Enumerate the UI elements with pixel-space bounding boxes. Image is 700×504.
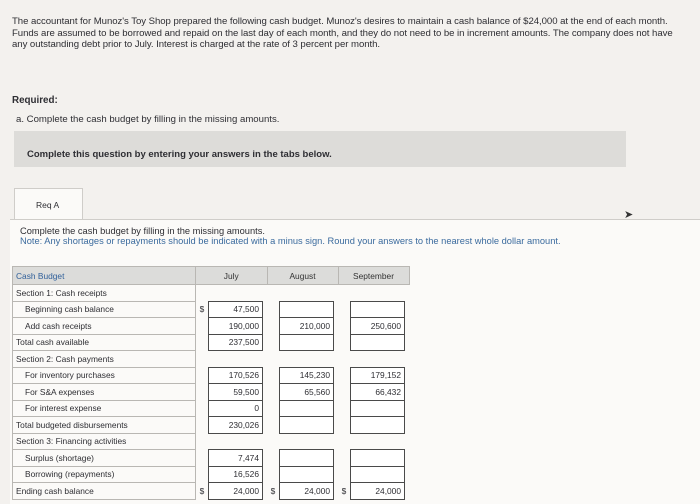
table-row <box>13 318 410 335</box>
table-row <box>13 351 410 368</box>
amount-input[interactable]: 59,500 <box>209 384 263 401</box>
amount-input[interactable] <box>280 466 334 483</box>
amount-input[interactable] <box>351 400 405 417</box>
instruction-line: Complete the cash budget by filling in the missing amounts. <box>20 226 265 236</box>
empty-cell <box>280 433 334 450</box>
row-label: Surplus (shortage) <box>13 450 196 467</box>
amount-input[interactable]: 179,152 <box>351 367 405 384</box>
row-label: Add cash receipts <box>13 318 196 335</box>
required-label: Required: <box>12 95 58 106</box>
dollar-sign <box>196 433 209 450</box>
amount-input[interactable] <box>280 334 334 351</box>
dollar-sign <box>267 285 280 302</box>
requirement-a: a. Complete the cash budget by filling in the missing amounts. <box>16 114 280 125</box>
dollar-sign <box>196 466 209 483</box>
amount-input[interactable]: 66,432 <box>351 384 405 401</box>
amount-input[interactable]: 250,600 <box>351 318 405 335</box>
table-row <box>13 466 410 483</box>
empty-cell <box>209 433 263 450</box>
banner-text: Complete this question by entering your answers in the tabs below. <box>27 149 332 160</box>
table-row <box>13 334 410 351</box>
table-row <box>13 417 410 434</box>
dollar-sign <box>338 417 351 434</box>
empty-cell <box>209 351 263 368</box>
amount-input[interactable]: 0 <box>209 400 263 417</box>
cash-budget-title: Cash Budget <box>13 267 196 285</box>
amount-input[interactable]: 145,230 <box>280 367 334 384</box>
amount-input[interactable]: 24,000 <box>280 483 334 500</box>
dollar-sign: $ <box>341 485 347 496</box>
dollar-sign <box>196 417 209 434</box>
tab-label: Req A <box>36 200 60 210</box>
amount-input[interactable]: 170,526 <box>209 367 263 384</box>
dollar-sign <box>267 334 280 351</box>
amount-input[interactable]: 7,474 <box>209 450 263 467</box>
empty-cell <box>351 285 405 302</box>
dollar-sign <box>196 450 209 467</box>
row-label: Ending cash balance <box>13 483 196 500</box>
empty-cell <box>280 285 334 302</box>
row-label: For S&A expenses <box>13 384 196 401</box>
instructions <box>20 226 620 246</box>
amount-input[interactable]: 237,500 <box>209 334 263 351</box>
row-label: Total budgeted disbursements <box>13 417 196 434</box>
dollar-sign <box>196 334 209 351</box>
dollar-sign <box>196 384 209 401</box>
dollar-sign <box>338 301 351 318</box>
dollar-sign <box>338 433 351 450</box>
amount-input[interactable] <box>280 417 334 434</box>
dollar-sign <box>267 433 280 450</box>
column-header-september: September <box>338 267 409 285</box>
dollar-sign <box>196 285 209 302</box>
amount-input[interactable]: 24,000 <box>351 483 405 500</box>
table-header-row <box>13 267 410 285</box>
dollar-sign <box>338 318 351 335</box>
problem-description: The accountant for Munoz's Toy Shop prepared the following cash budget. Munoz's desires to maintain a cash balance of $24,000 at the end of each month. Funds are assumed to be borrowed and repaid on the last day of each month, and they do not need to be in increment amounts. The company does not have any outstanding debt prior to July. Interest is charged at the rate of 3 percent per month. <box>12 16 673 51</box>
dollar-sign: $ <box>270 485 276 496</box>
table-row <box>13 367 410 384</box>
dollar-sign <box>196 367 209 384</box>
amount-input[interactable] <box>351 450 405 467</box>
row-label: Total cash available <box>13 334 196 351</box>
table-row <box>13 285 410 302</box>
dollar-sign <box>196 351 209 368</box>
row-label: Beginning cash balance <box>13 301 196 318</box>
dollar-sign <box>267 351 280 368</box>
amount-input[interactable] <box>280 450 334 467</box>
dollar-sign <box>338 351 351 368</box>
dollar-sign <box>267 367 280 384</box>
table-row <box>13 450 410 467</box>
dollar-sign <box>267 417 280 434</box>
amount-input[interactable] <box>280 301 334 318</box>
dollar-sign <box>338 367 351 384</box>
dollar-sign: $ <box>199 304 205 315</box>
row-label: Borrowing (repayments) <box>13 466 196 483</box>
empty-cell <box>280 351 334 368</box>
row-label: For interest expense <box>13 400 196 417</box>
amount-input[interactable] <box>351 301 405 318</box>
tab-req-a[interactable] <box>14 188 83 221</box>
dollar-sign <box>267 318 280 335</box>
instruction-note: Note: Any shortages or repayments should be indicated with a minus sign. Round your answers to the nearest whole dollar amount. <box>20 236 561 247</box>
dollar-sign <box>338 285 351 302</box>
row-label: Section 2: Cash payments <box>13 351 196 368</box>
dollar-sign <box>338 384 351 401</box>
amount-input[interactable]: 24,000 <box>209 483 263 500</box>
row-label: For inventory purchases <box>13 367 196 384</box>
dollar-sign <box>338 400 351 417</box>
instruction-banner <box>14 131 626 167</box>
table-row <box>13 483 410 500</box>
dollar-sign <box>338 450 351 467</box>
dollar-sign <box>267 466 280 483</box>
column-header-august: August <box>267 267 338 285</box>
amount-input[interactable] <box>351 417 405 434</box>
dollar-sign <box>267 450 280 467</box>
dollar-sign <box>267 301 280 318</box>
table-row <box>13 301 410 318</box>
amount-input[interactable]: 47,500 <box>209 301 263 318</box>
column-header-july: July <box>196 267 268 285</box>
amount-input[interactable]: 230,026 <box>209 417 263 434</box>
amount-input[interactable] <box>351 334 405 351</box>
amount-input[interactable]: 190,000 <box>209 318 263 335</box>
dollar-sign <box>338 466 351 483</box>
dollar-sign <box>267 400 280 417</box>
dollar-sign <box>196 400 209 417</box>
amount-input[interactable]: 16,526 <box>209 466 263 483</box>
amount-input[interactable] <box>351 466 405 483</box>
empty-cell <box>351 433 405 450</box>
row-label: Section 1: Cash receipts <box>13 285 196 302</box>
amount-input[interactable]: 65,560 <box>280 384 334 401</box>
cash-budget-table <box>12 266 410 500</box>
table-row <box>13 400 410 417</box>
amount-input[interactable] <box>280 400 334 417</box>
dollar-sign <box>196 318 209 335</box>
dollar-sign <box>267 384 280 401</box>
mouse-cursor-icon: ➤ <box>624 209 634 221</box>
empty-cell <box>351 351 405 368</box>
amount-input[interactable]: 210,000 <box>280 318 334 335</box>
dollar-sign <box>338 334 351 351</box>
table-row <box>13 433 410 450</box>
empty-cell <box>209 285 263 302</box>
row-label: Section 3: Financing activities <box>13 433 196 450</box>
table-row <box>13 384 410 401</box>
dollar-sign: $ <box>199 485 205 496</box>
